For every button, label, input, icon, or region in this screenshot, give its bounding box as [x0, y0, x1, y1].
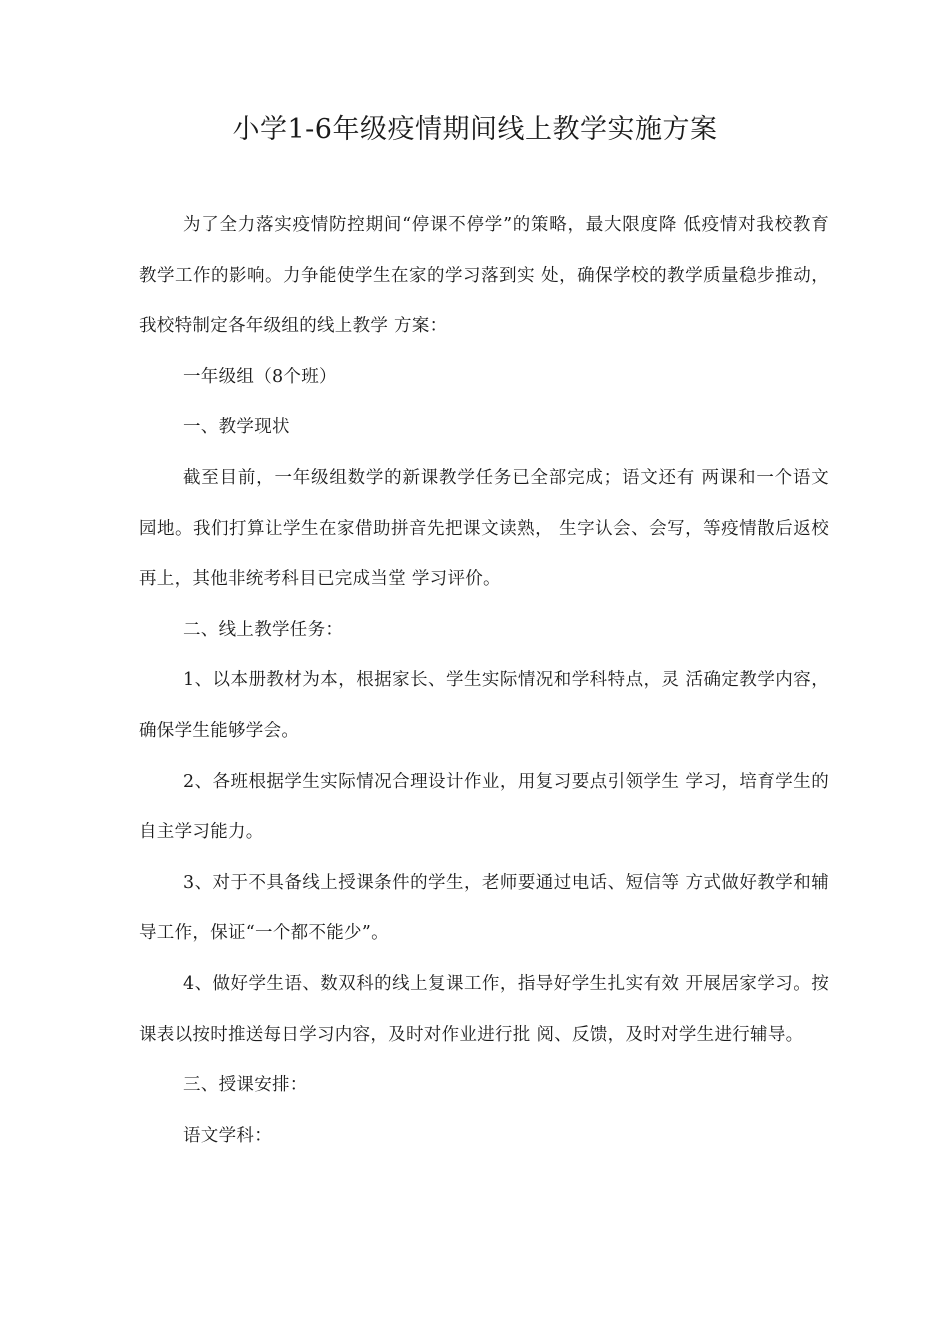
document-body: [139, 200, 829, 1161]
heading-section-one: 一、教学现状: [183, 417, 290, 438]
heading-grade-one: 一年级组（8个班）: [183, 366, 337, 387]
paragraph-task-1: 1、以本册教材为本，根据家长、学生实际情况和学科特点，灵 活确定教学内容，确保学生能够学会。: [139, 670, 829, 741]
paragraph-task-4: 4、做好学生语、数双科的线上复课工作，指导好学生扎实有效 开展居家学习。按课表以按时推送每日学习内容，及时对作业进行批 阅、反馈，及时对学生进行辅导。: [139, 973, 829, 1045]
document-title: 小学1-6年级疫情期间线上教学实施方案: [232, 114, 718, 145]
paragraph-task-3: 3、对于不具备线上授课条件的学生，老师要通过电话、短信等 方式做好教学和辅导工作，保证“一个都不能少”。: [139, 872, 829, 944]
paragraph-status: 截至目前，一年级组数学的新课教学任务已全部完成；语文还有 两课和一个语文园地。我们打算让学生在家借助拼音先把课文读熟， 生字认会、会写，等疫情散后返校再上，其他非统考科目已完成当堂 学习评价。: [139, 467, 829, 590]
heading-section-three: 三、授课安排：: [183, 1075, 308, 1096]
heading-section-two: 二、线上教学任务：: [183, 619, 344, 640]
paragraph-intro: 为了全力落实疫情防控期间“停课不停学”的策略，最大限度降 低疫情对我校教育教学工作的影响。力争能使学生在家的学习落到实 处，确保学校的教学质量稳步推动，我校特制定各年级组的线上教学 方案：: [139, 215, 829, 337]
paragraph-task-2: 2、各班根据学生实际情况合理设计作业，用复习要点引领学生 学习，培育学生的自主学习能力。: [139, 771, 829, 843]
heading-chinese-subject: 语文学科：: [183, 1125, 272, 1146]
